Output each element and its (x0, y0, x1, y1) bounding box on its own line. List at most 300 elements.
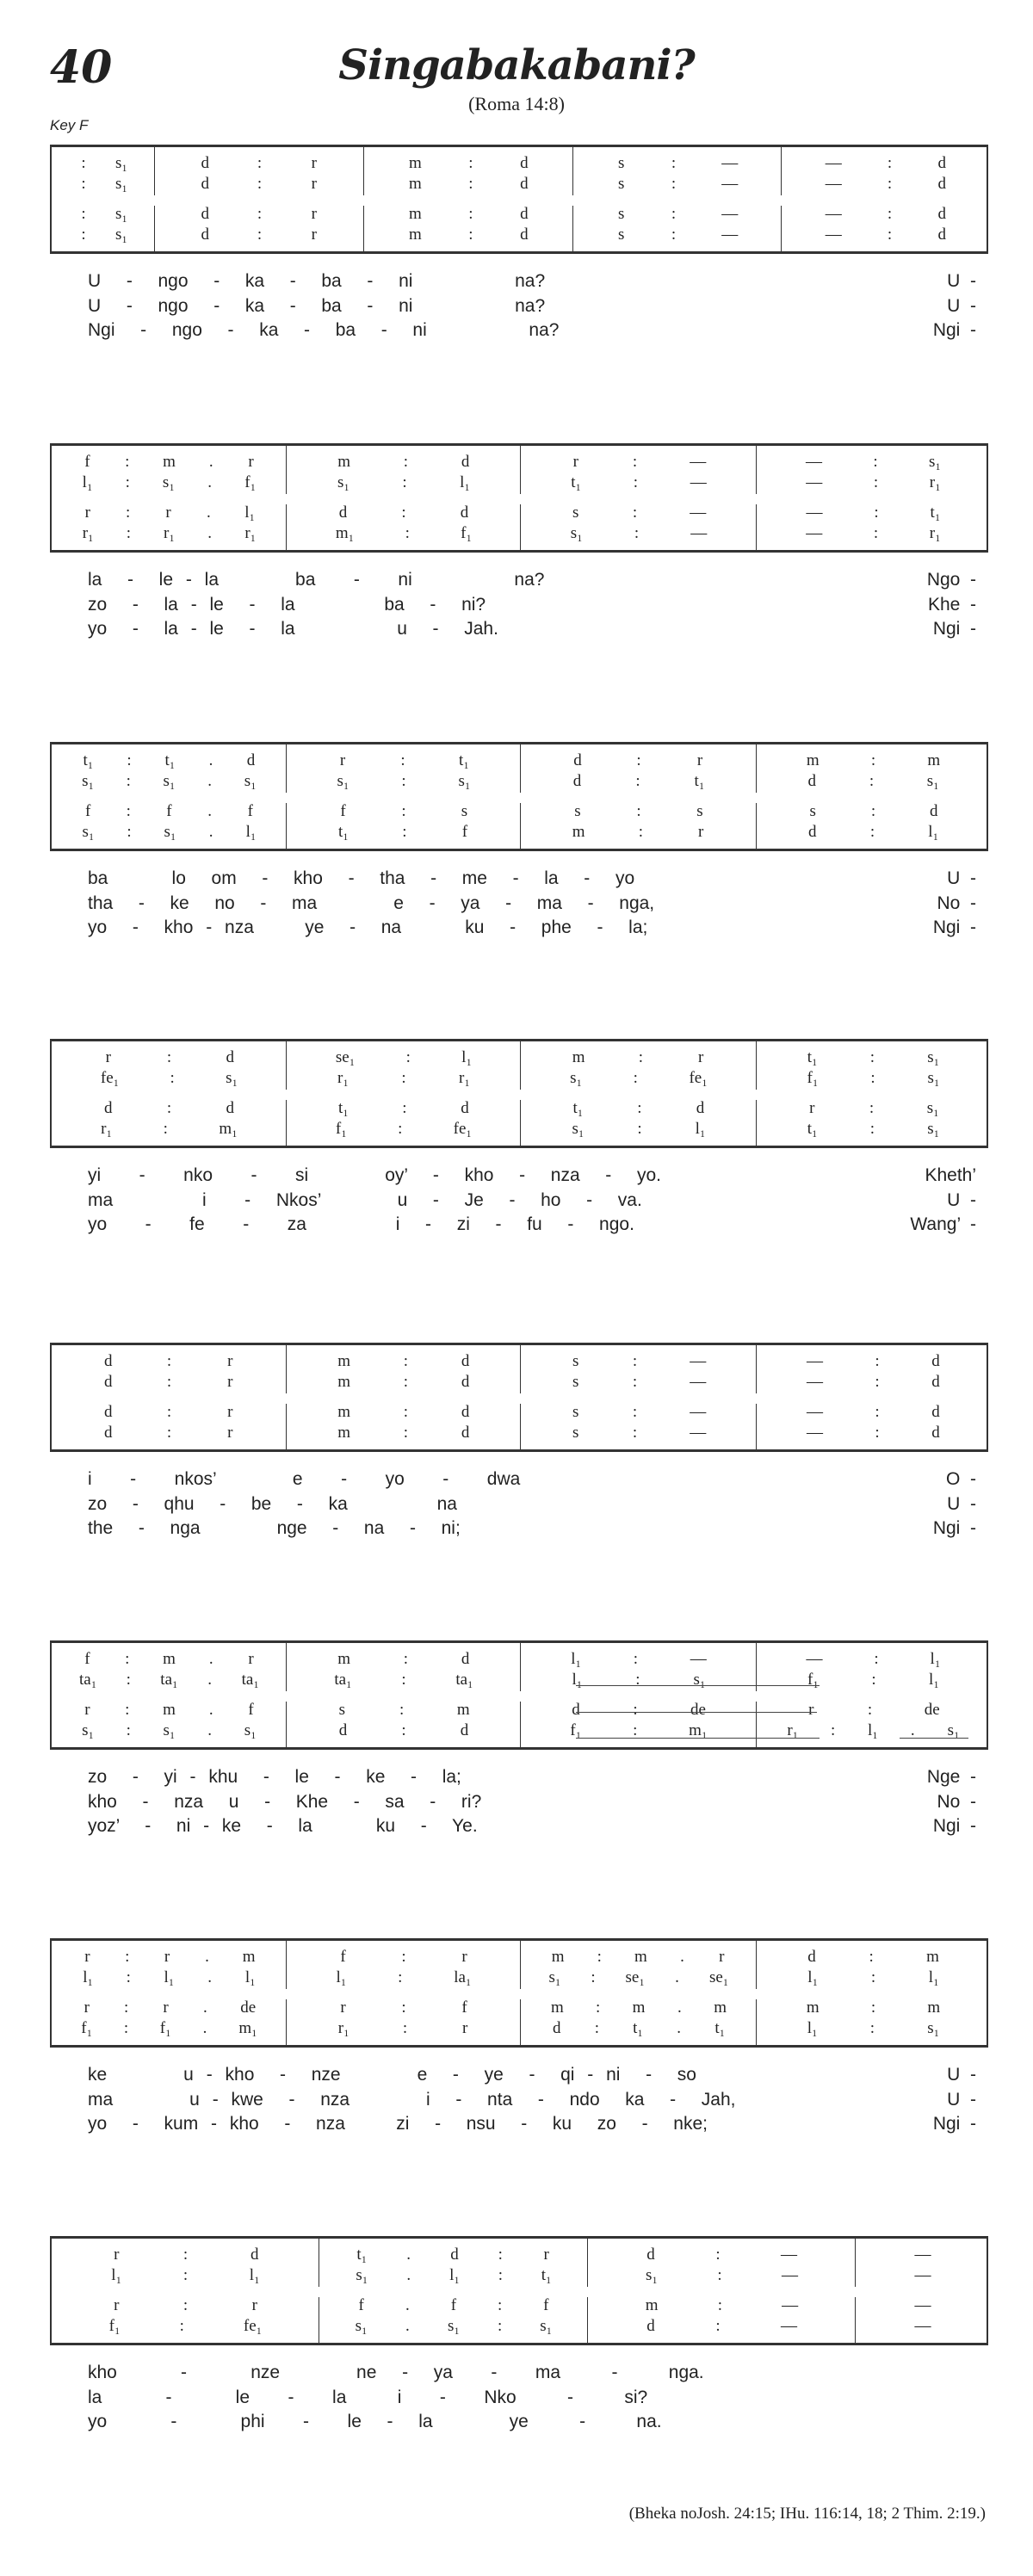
bass-notes (757, 1424, 990, 1444)
soprano-notes (782, 154, 990, 175)
solfa-note: r₁ (929, 473, 941, 491)
beat-separator: : (867, 1701, 873, 1719)
solfa-note: l₁ (249, 2266, 260, 2284)
solfa-note: s₁ (447, 2317, 460, 2335)
measure (287, 1941, 521, 2045)
lyric-pickup: Ngi - (932, 619, 976, 639)
beat-separator: : (870, 802, 876, 820)
lyric-pickup: Ngi - (932, 1816, 976, 1836)
lyric-verse-2 (50, 593, 988, 618)
solfa-note: m (456, 1701, 470, 1719)
beat-separator: : (497, 2317, 503, 2335)
measure (52, 1041, 287, 1146)
tenor-notes (287, 1701, 521, 1721)
hold-dash: — (914, 2266, 931, 2284)
solfa-note: d (460, 503, 469, 522)
lyric-pickup: U - (947, 295, 976, 316)
tenor-notes (287, 1099, 521, 1120)
solfa-note: s₁ (82, 772, 95, 790)
solfa-note: d (520, 175, 529, 193)
soprano-notes (588, 2246, 856, 2266)
bass-notes (52, 2317, 319, 2338)
alto-notes (856, 2266, 990, 2287)
beat-separator: : (671, 175, 677, 193)
half-beat-separator: . (208, 751, 213, 769)
soprano-notes (287, 751, 521, 772)
beat-separator: : (875, 1373, 880, 1391)
soprano-notes (757, 453, 990, 473)
hold-dash: — (914, 2317, 931, 2335)
beat-separator: : (636, 751, 641, 769)
beat-separator: : (637, 1120, 642, 1138)
solfa-note: r (227, 1352, 233, 1370)
solfa-note: d (338, 1721, 348, 1739)
beat-separator: : (402, 473, 407, 491)
hold-dash: — (807, 1403, 823, 1421)
solfa-note: r (311, 205, 317, 223)
hold-dash: — (721, 154, 739, 172)
beat-separator: : (869, 1948, 874, 1966)
beat-separator: : (873, 524, 879, 542)
solfa-note: r (698, 823, 704, 841)
bass-notes (521, 823, 757, 843)
solfa-note: s (338, 1701, 345, 1719)
measure (287, 1643, 521, 1747)
beat-separator: : (401, 1069, 406, 1087)
hold-dash: — (690, 1424, 707, 1442)
bass-notes (588, 2317, 856, 2338)
alto-notes (782, 175, 990, 195)
solfa-note: la₁ (454, 1968, 472, 1986)
alto-notes (287, 1069, 521, 1090)
lyrics (50, 1164, 988, 1241)
half-beat-separator: . (203, 1998, 207, 2017)
solfa-note: ta₁ (455, 1671, 473, 1689)
bass-notes (364, 225, 573, 246)
lyric-text: kho - nza u - Khe - sa - ri? (88, 1791, 482, 1812)
solfa-note: m (337, 1403, 351, 1421)
solfa-note: d (104, 1099, 113, 1117)
bass-notes (52, 1721, 287, 1742)
solfa-note: l₁ (929, 1671, 939, 1689)
soprano-notes (521, 1948, 757, 1968)
beat-separator: : (638, 823, 644, 841)
solfa-note: d (201, 225, 209, 244)
soprano-notes (287, 1650, 521, 1671)
solfa-note: m (634, 1948, 647, 1966)
solfa-note: d (696, 1099, 705, 1117)
bass-notes (521, 1120, 757, 1140)
hold-dash: — (807, 1424, 823, 1442)
lyric-text: ma u - kwe - nza i - nta - ndo ka - Jah, (88, 2089, 736, 2110)
beat-separator: : (126, 524, 131, 542)
solfa-note: s₁ (337, 473, 350, 491)
solfa-note: d (226, 1048, 234, 1066)
solfa-note: l₁ (928, 1968, 939, 1986)
bass-notes (52, 1424, 287, 1444)
beat-separator: : (887, 225, 893, 244)
solfa-note: s (461, 802, 468, 820)
lyric-pickup: U - (947, 271, 976, 291)
tenor-notes (52, 205, 155, 225)
beat-separator: : (403, 1373, 409, 1391)
solfa-note: l₁ (449, 2266, 461, 2284)
solfa-note: m (409, 225, 422, 244)
solfa-note: r (248, 1650, 254, 1668)
solfa-note: d (461, 1352, 470, 1370)
beat-separator: : (633, 473, 639, 491)
hold-dash: — (690, 473, 707, 491)
solfa-note: d (461, 1099, 469, 1117)
solfa-note: d (104, 1424, 113, 1442)
bass-notes (782, 225, 990, 246)
solfa-note: m (409, 154, 422, 172)
solfa-note: ta₁ (78, 1671, 97, 1689)
soprano-notes (319, 2246, 588, 2266)
soprano-notes (364, 154, 573, 175)
hold-dash: — (721, 205, 739, 223)
solfa-note: s₁ (82, 1721, 95, 1739)
beat-separator: : (468, 205, 473, 223)
half-beat-separator: . (680, 1948, 684, 1966)
measure (757, 1941, 990, 2045)
solfa-note: d (201, 205, 209, 223)
half-beat-separator: . (677, 1998, 682, 2017)
slur-line (576, 1685, 820, 1686)
lyric-verse-1 (50, 1164, 988, 1189)
solfa-note: f₁ (335, 1120, 347, 1138)
solfa-note: f₁ (807, 1671, 819, 1689)
solfa-note: d (807, 1948, 816, 1966)
beat-separator: : (179, 2317, 184, 2335)
lyric-text: ma i - Nkos’ u - Je - ho - va. (88, 1189, 642, 1210)
bass-notes (287, 1721, 521, 1742)
beat-separator: : (870, 1069, 875, 1087)
solfa-note: d (520, 225, 529, 244)
beat-separator: : (870, 1968, 876, 1986)
score-system (50, 443, 988, 646)
beat-separator: : (870, 1998, 876, 2017)
beat-separator: : (873, 473, 879, 491)
soprano-notes (521, 453, 757, 473)
lyric-verse-3 (50, 1213, 988, 1238)
solfa-note: d (573, 751, 582, 769)
soprano-notes (52, 1352, 287, 1373)
lyric-text: U - ngo - ka - ba - ni na? (88, 271, 546, 291)
measure (319, 2239, 588, 2343)
solfa-note: r (311, 225, 317, 244)
solfa-note: d (572, 1701, 580, 1719)
half-beat-separator: . (208, 823, 213, 841)
beat-separator: : (403, 1403, 409, 1421)
solfa-note: s (572, 1352, 579, 1370)
slur-line (576, 1738, 820, 1739)
solfa-note: d (461, 1403, 470, 1421)
tenor-notes (319, 2296, 588, 2317)
tenor-notes (52, 503, 287, 524)
soprano-notes (521, 1048, 757, 1069)
soprano-notes (52, 453, 287, 473)
lyric-text: zo - yi - khu - le - ke - la; (88, 1767, 461, 1787)
beat-separator: : (874, 503, 879, 522)
measure (782, 147, 990, 251)
measure (52, 1345, 287, 1449)
beat-separator: : (887, 205, 893, 223)
measure (588, 2239, 856, 2343)
measure (52, 2239, 319, 2343)
soprano-notes (155, 154, 364, 175)
beat-separator: : (635, 1671, 640, 1689)
notation-box (50, 2236, 988, 2345)
soprano-notes (573, 154, 782, 175)
solfa-note: r (311, 154, 317, 172)
measure (573, 147, 782, 251)
lyric-verse-1 (50, 1765, 988, 1790)
beat-separator: : (633, 1069, 638, 1087)
beat-separator: : (671, 225, 677, 244)
solfa-note: r (165, 503, 171, 522)
soprano-notes (757, 1650, 990, 1671)
measure (856, 2239, 990, 2343)
half-beat-separator: . (207, 1671, 212, 1689)
soprano-notes (52, 1048, 287, 1069)
beat-separator: : (403, 1424, 409, 1442)
solfa-note: f (340, 1948, 346, 1966)
soprano-notes (287, 453, 521, 473)
solfa-note: d (931, 1352, 940, 1370)
beat-separator: : (637, 1099, 642, 1117)
alto-notes (757, 473, 990, 494)
solfa-note: s (572, 503, 579, 522)
half-beat-separator: . (207, 1721, 212, 1739)
measure (521, 744, 757, 849)
solfa-note: r (227, 1373, 233, 1391)
solfa-note: d (201, 175, 209, 193)
hold-dash: — (690, 453, 707, 471)
solfa-note: l₁ (83, 1968, 94, 1986)
beat-separator: : (831, 1721, 836, 1739)
tenor-notes (856, 2296, 990, 2317)
solfa-note: r (339, 751, 346, 769)
lyrics (50, 568, 988, 646)
solfa-note: r (227, 1424, 233, 1442)
solfa-note: m (337, 453, 351, 471)
beat-separator: : (166, 1099, 172, 1117)
lyric-text: yi - nko - si oy’ - kho - nza - yo. (88, 1165, 661, 1185)
alto-notes (757, 1069, 990, 1090)
solfa-note: m (242, 1948, 256, 1966)
hold-dash: — (690, 524, 708, 542)
lyric-verse-1 (50, 269, 988, 294)
solfa-note: r₁ (164, 524, 175, 542)
beat-separator: : (127, 823, 132, 841)
solfa-note: t₁ (572, 1099, 584, 1117)
notation-box (50, 145, 988, 254)
beat-separator: : (126, 802, 131, 820)
solfa-note: r (461, 1948, 467, 1966)
soprano-notes (757, 751, 990, 772)
alto-notes (521, 473, 757, 494)
tenor-notes (52, 802, 287, 823)
solfa-note: s₁ (162, 473, 175, 491)
solfa-note: d (520, 154, 529, 172)
lyric-verse-3 (50, 2410, 988, 2435)
hold-dash: — (914, 2296, 931, 2314)
solfa-note: l₁ (930, 1650, 941, 1668)
score-system (50, 1938, 988, 2140)
solfa-note: d (937, 225, 946, 244)
notation-box (50, 1039, 988, 1148)
beat-separator: : (869, 1120, 875, 1138)
beat-separator: : (468, 175, 473, 193)
solfa-note: se₁ (708, 1968, 729, 1986)
solfa-note: s₁ (114, 175, 127, 193)
alto-notes (521, 1373, 757, 1393)
tenor-notes (52, 1099, 287, 1120)
solfa-note: fe₁ (100, 1069, 120, 1087)
lyric-text: i - nkos’ e - yo - dwa (88, 1469, 521, 1489)
measure (287, 1041, 521, 1146)
hold-dash: — (782, 2296, 799, 2314)
solfa-note: s (809, 802, 816, 820)
solfa-note: se₁ (625, 1968, 645, 1986)
notation-box (50, 1640, 988, 1750)
soprano-notes (52, 751, 287, 772)
beat-separator: : (257, 154, 263, 172)
lyric-verse-2 (50, 892, 988, 917)
measure (287, 1345, 521, 1449)
beat-separator: : (166, 1373, 172, 1391)
solfa-note: l₁ (461, 1048, 473, 1066)
solfa-note: s₁ (164, 823, 176, 841)
solfa-note: r (543, 2246, 549, 2264)
measure (521, 1041, 757, 1146)
half-beat-separator: . (207, 1968, 212, 1986)
solfa-note: f₁ (570, 1721, 582, 1739)
beat-separator: : (869, 1099, 875, 1117)
tenor-notes (588, 2296, 856, 2317)
alto-notes (287, 1373, 521, 1393)
solfa-note: m₁ (689, 1721, 708, 1739)
beat-separator: : (632, 1373, 638, 1391)
hold-dash: — (825, 205, 842, 223)
lyric-text: la - le - la i - Nko - si? (88, 2387, 648, 2407)
beat-separator: : (398, 1968, 403, 1986)
solfa-note: f (84, 802, 91, 820)
solfa-note: s (618, 225, 625, 244)
beat-separator: : (405, 1048, 411, 1066)
solfa-note: r (808, 1701, 814, 1719)
alto-notes (155, 175, 364, 195)
beat-separator: : (81, 225, 86, 244)
solfa-note: d (450, 2246, 459, 2264)
measure (521, 1941, 757, 2045)
solfa-note: t₁ (633, 2019, 643, 2037)
bass-notes (287, 524, 521, 545)
solfa-note: m (409, 175, 422, 193)
lyrics (50, 2063, 988, 2140)
soprano-notes (287, 1048, 521, 1069)
bass-notes (52, 1120, 287, 1140)
score-system (50, 742, 988, 944)
solfa-note: r (163, 1998, 169, 2017)
lyric-verse-2 (50, 1790, 988, 1815)
beat-separator: : (125, 453, 130, 471)
soprano-notes (757, 1048, 990, 1069)
solfa-note: d (937, 205, 946, 223)
solfa-note: s (574, 802, 581, 820)
beat-separator: : (875, 1403, 880, 1421)
beat-separator: : (403, 1352, 409, 1370)
hold-dash: — (825, 225, 842, 244)
lyrics (50, 1467, 988, 1545)
alto-notes (287, 772, 521, 793)
soprano-notes (287, 1948, 521, 1968)
half-beat-separator: . (207, 524, 213, 542)
soprano-notes (521, 751, 757, 772)
lyric-pickup: Wang’ - (910, 1214, 976, 1234)
beat-separator: : (398, 1120, 403, 1138)
alto-notes (521, 772, 757, 793)
solfa-note: d (338, 503, 348, 522)
soprano-notes (52, 1948, 287, 1968)
alto-notes (287, 1671, 521, 1691)
hold-dash: — (781, 2246, 797, 2264)
slur-line (900, 1738, 968, 1739)
lyric-pickup: Ngi - (932, 320, 976, 340)
beat-separator: : (633, 1650, 639, 1668)
measure (52, 446, 287, 550)
solfa-note: d (461, 1373, 470, 1391)
solfa-note: r (809, 1099, 815, 1117)
solfa-note: s (696, 802, 703, 820)
beat-separator: : (127, 751, 132, 769)
measure (757, 744, 990, 849)
bass-notes (521, 1721, 757, 1742)
beat-separator: : (887, 154, 893, 172)
hold-dash: — (825, 154, 842, 172)
lyric-pickup: Ngo - (926, 570, 976, 590)
solfa-note: d (807, 772, 816, 790)
notation-box (50, 742, 988, 851)
solfa-note: r (719, 1948, 725, 1966)
score-system (50, 1640, 988, 1843)
beat-separator: : (402, 1099, 407, 1117)
hold-dash: — (807, 1373, 823, 1391)
lyric-verse-1 (50, 1467, 988, 1492)
lyric-text: zo - qhu - be - ka na (88, 1493, 457, 1514)
beat-separator: : (403, 453, 409, 471)
solfa-note: de (924, 1701, 940, 1719)
solfa-note: d (646, 2317, 655, 2335)
solfa-note: t₁ (541, 2266, 552, 2284)
soprano-notes (521, 1650, 757, 1671)
bass-notes (757, 1120, 990, 1140)
solfa-note: s₁ (926, 1099, 939, 1117)
score-system (50, 1343, 988, 1545)
lyric-verse-2 (50, 1492, 988, 1517)
lyric-pickup: No - (937, 1791, 976, 1812)
half-beat-separator: . (207, 503, 211, 522)
solfa-note: r (248, 453, 254, 471)
beat-separator: : (870, 751, 876, 769)
bass-notes (757, 1721, 990, 1742)
beat-separator: : (594, 2019, 600, 2037)
solfa-note: d (808, 823, 817, 841)
half-beat-separator: . (208, 1650, 213, 1668)
solfa-note: l₁ (571, 1650, 582, 1668)
hold-dash: — (690, 1403, 707, 1421)
